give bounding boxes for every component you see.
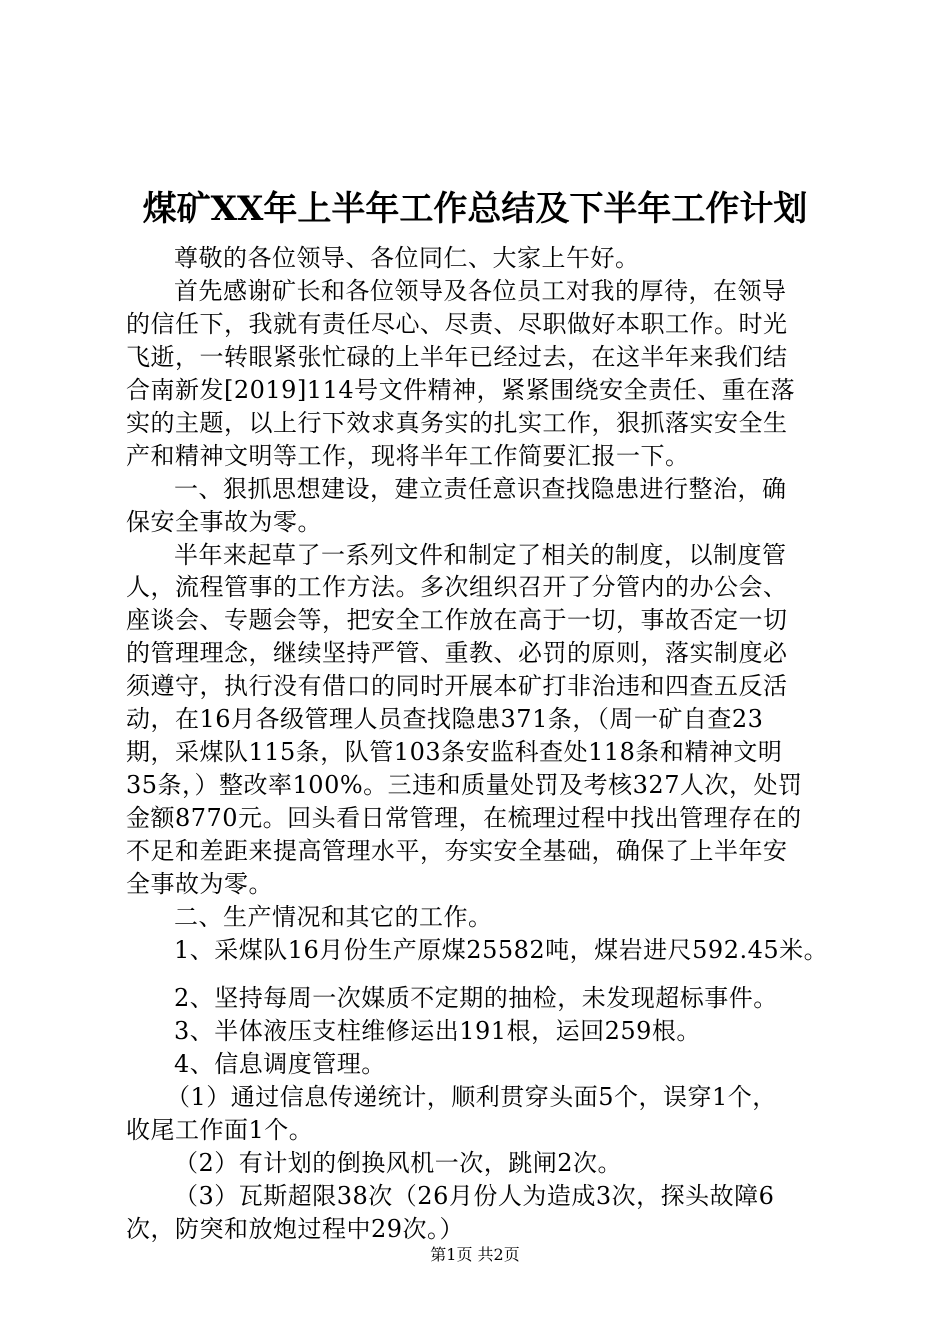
sub-list-item: （1）通过信息传递统计，顺利贯穿头面5个，误穿1个， <box>166 1083 777 1112</box>
paragraph-line: 不足和差距来提高管理水平，夯实安全基础，确保了上半年安 <box>126 837 788 866</box>
section-heading-line: 保安全事故为零。 <box>126 507 322 536</box>
paragraph-line: 飞逝，一转眼紧张忙碌的上半年已经过去，在这半年来我们结 <box>126 342 788 371</box>
sub-list-item: 次，防突和放炮过程中29次。） <box>126 1215 465 1243</box>
paragraph-line: 座谈会、专题会等，把安全工作放在高于一切，事故否定一切 <box>126 606 788 635</box>
paragraph-line: 须遵守，执行没有借口的同时开展本矿打非治违和四查五反活 <box>126 672 788 701</box>
page-footer: 第1页 共2页 <box>430 1245 520 1264</box>
paragraph-line: 实的主题，以上行下效求真务实的扎实工作，狠抓落实安全生 <box>126 408 788 437</box>
paragraph-line: 动，在16月各级管理人员查找隐患371条，（周一矿自查23 <box>126 705 764 734</box>
greeting-line: 尊敬的各位领导、各位同仁、大家上午好。 <box>174 244 640 272</box>
paragraph-line: 产和精神文明等工作，现将半年工作简要汇报一下。 <box>126 441 690 470</box>
sub-list-item: 收尾工作面1个。 <box>126 1116 314 1145</box>
section-heading-line: 一、狠抓思想建设，建立责任意识查找隐患进行整治，确 <box>174 474 787 503</box>
paragraph-line: 半年来起草了一系列文件和制定了相关的制度，以制度管 <box>174 540 787 569</box>
paragraph-line: 的管理理念，继续坚持严管、重教、必罚的原则，落实制度必 <box>126 639 788 668</box>
list-item: 4、信息调度管理。 <box>174 1050 386 1079</box>
paragraph-line: 合南新发[2019]114号文件精神，紧紧围绕安全责任、重在落 <box>126 375 796 404</box>
list-item: 3、半体液压支柱维修运出191根，运回259根。 <box>174 1017 701 1046</box>
paragraph-line: 人，流程管事的工作方法。多次组织召开了分管内的办公会、 <box>126 573 788 602</box>
paragraph-line: 金额8770元。回头看日常管理，在梳理过程中找出管理存在的 <box>126 804 802 833</box>
list-item: 2、坚持每周一次媒质不定期的抽检，未发现超标事件。 <box>174 984 778 1013</box>
paragraph-line: 35条，）整改率100%。三违和质量处罚及考核327人次，处罚 <box>126 771 803 800</box>
paragraph-line: 全事故为零。 <box>126 870 273 898</box>
sub-list-item: （2）有计划的倒换风机一次，跳闸2次。 <box>174 1149 623 1178</box>
paragraph-line: 的信任下，我就有责任尽心、尽责、尽职做好本职工作。时光 <box>126 309 788 338</box>
paragraph-line: 期，采煤队115条，队管103条安监科查处118条和精神文明 <box>126 738 783 767</box>
document-title: 煤矿XX年上半年工作总结及下半年工作计划 <box>142 189 808 229</box>
section-heading-line: 二、生产情况和其它的工作。 <box>174 902 493 931</box>
paragraph-line: 首先感谢矿长和各位领导及各位员工对我的厚待，在领导 <box>174 276 787 305</box>
sub-list-item: （3）瓦斯超限38次（26月份人为造成3次，探头故障6 <box>174 1182 775 1211</box>
list-item: 1、采煤队16月份生产原煤25582吨，煤岩进尺592.45米。 <box>174 935 829 964</box>
